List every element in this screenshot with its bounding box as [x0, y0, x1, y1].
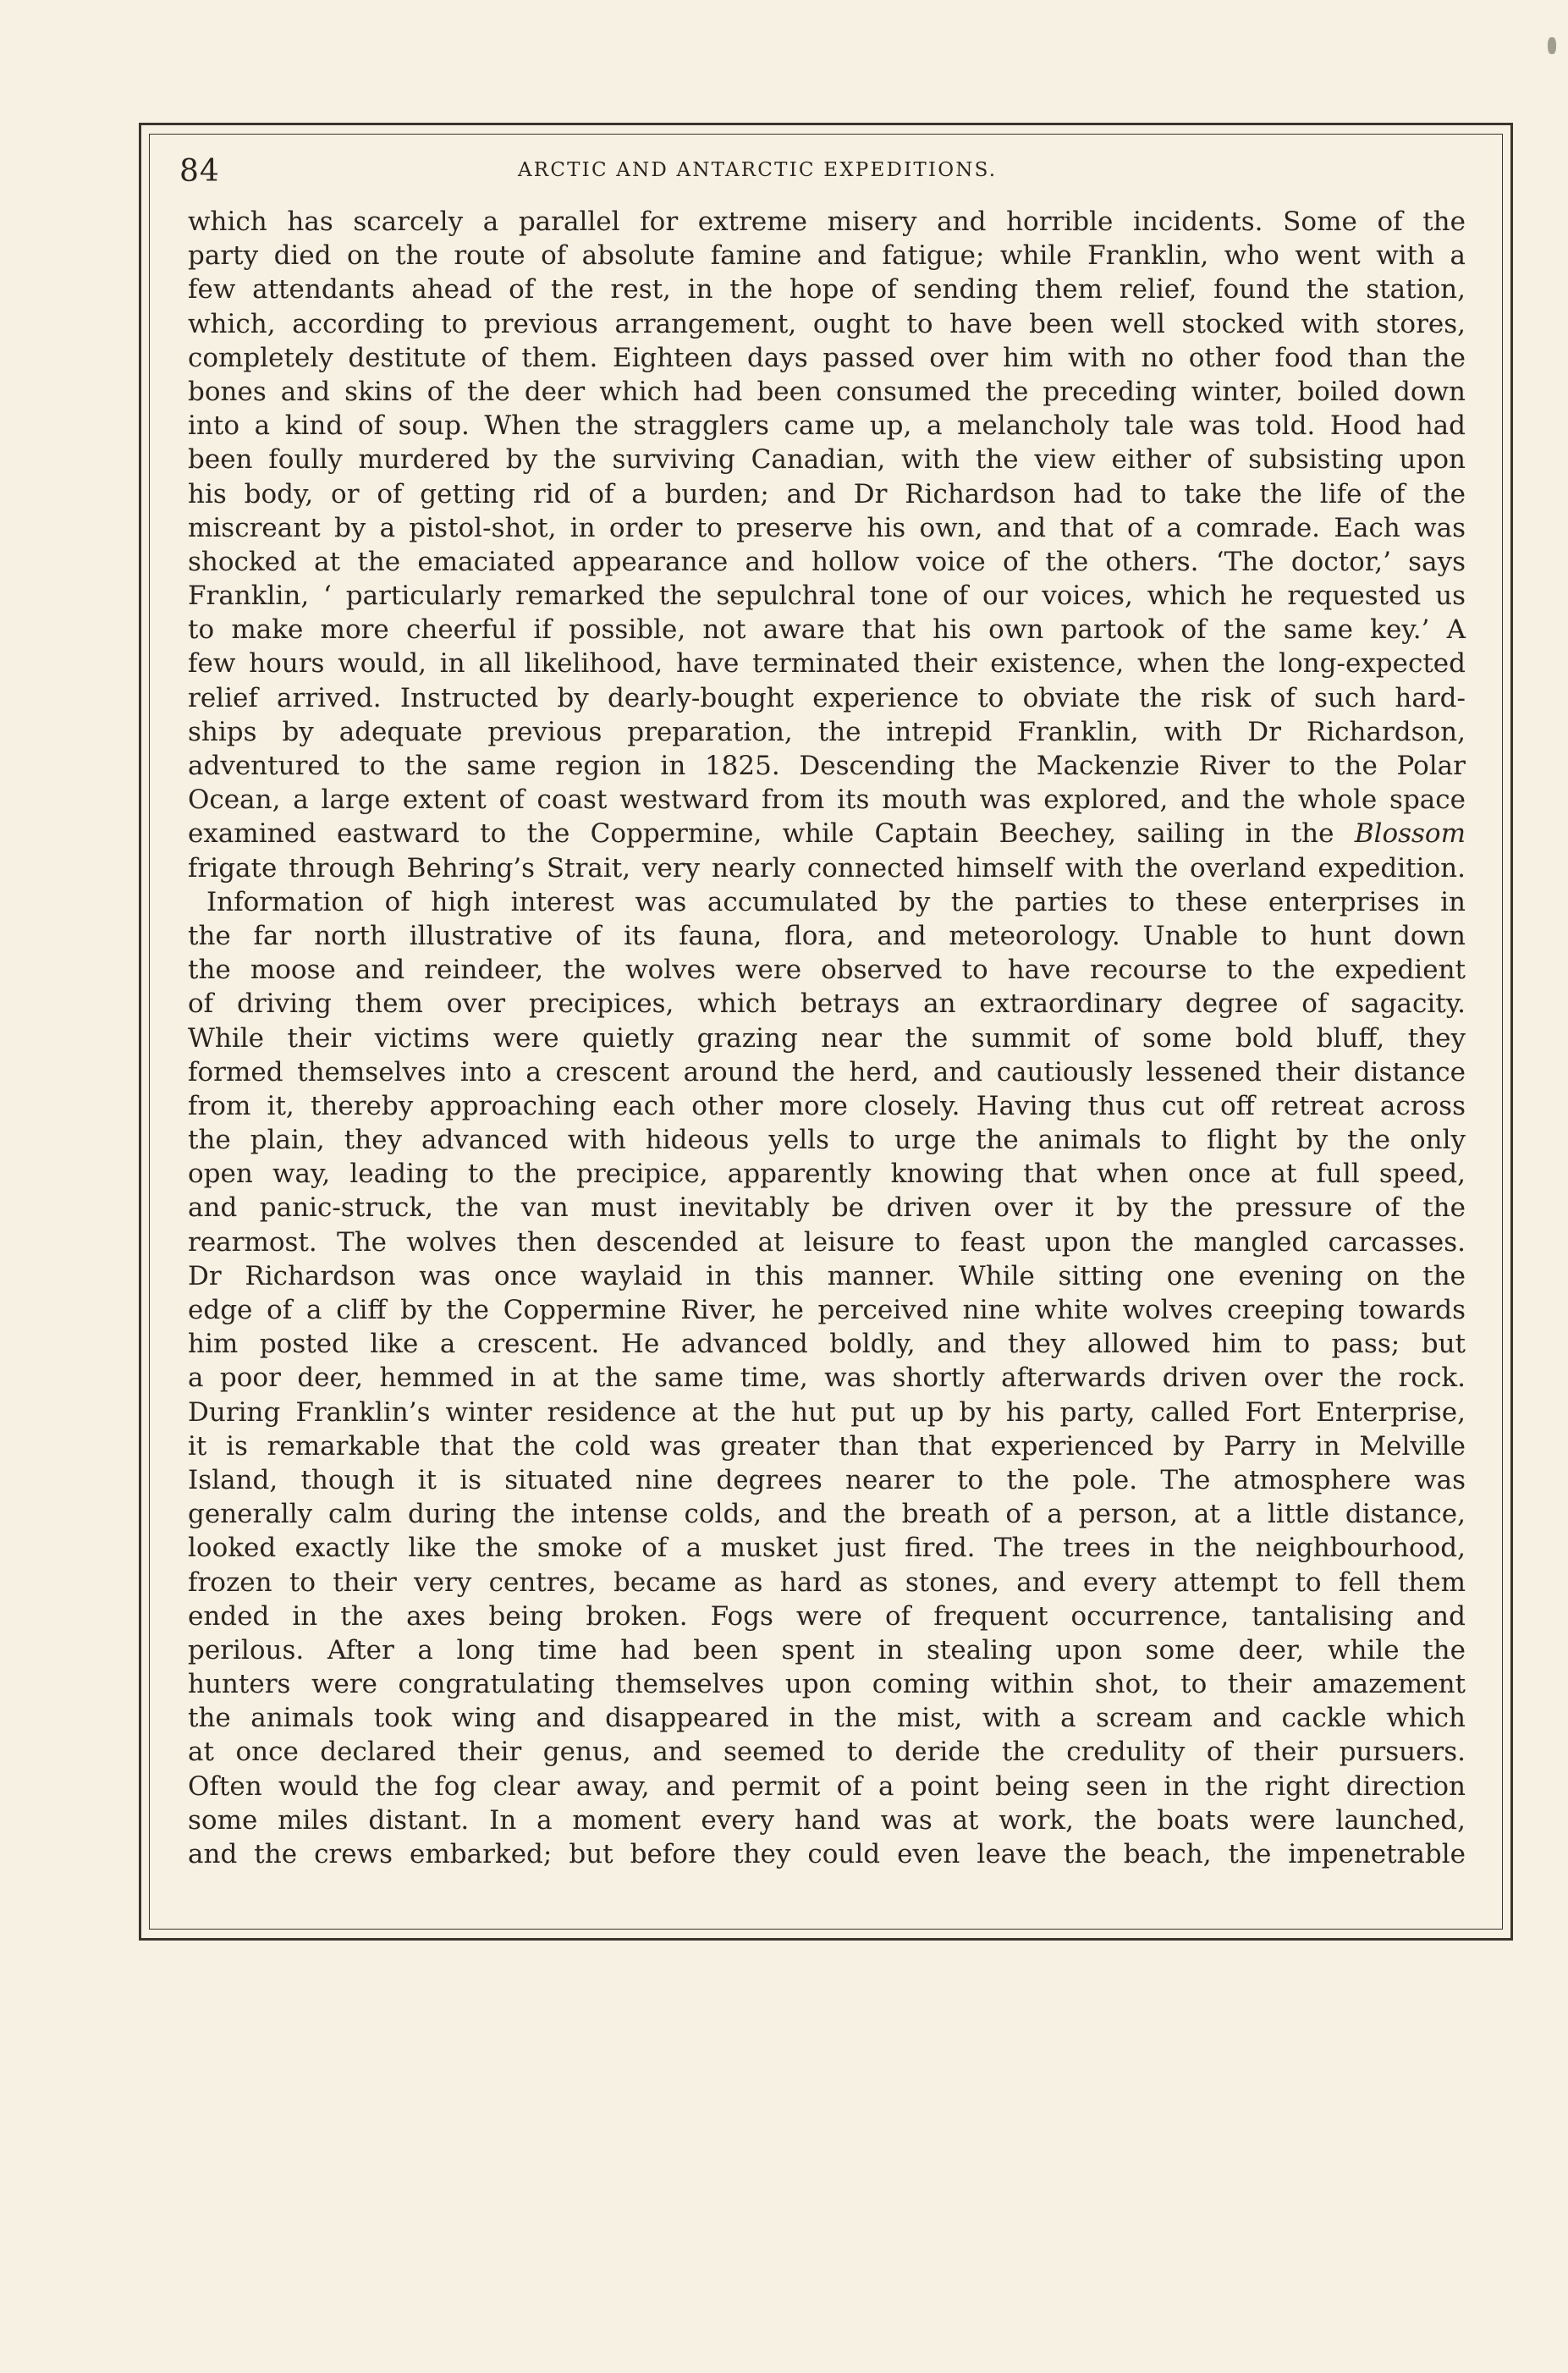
- text-line: During Franklin’s winter residence at the hut put up by his party, called Fort Enterprise,: [188, 1396, 1466, 1428]
- text-line: bones and skins of the deer which had been consumed the preceding winter, boiled down: [188, 376, 1466, 407]
- text-line: and the crews embarked; but before they could even leave the beach, the impenetrable: [188, 1839, 1466, 1869]
- text-line: it is remarkable that the cold was greater than that experienced by Parry in Melville: [188, 1430, 1466, 1462]
- text-line-with-italic: [188, 817, 1466, 851]
- text-line: looked exactly like the smoke of a musket just fired. The trees in the neighbourhood,: [188, 1533, 1466, 1564]
- text-line: rearmost. The wolves then descended at leisure to feast upon the mangled carcasses.: [188, 1226, 1466, 1258]
- text-line: frigate through Behring’s Strait, very nearly connected himself with the overland expedition.: [188, 852, 1466, 884]
- text-line: Ocean, a large extent of coast westward from its mouth was explored, and the whole space: [188, 785, 1466, 816]
- text-line: at once declared their genus, and seemed to deride the credulity of their pursuers.: [188, 1737, 1466, 1768]
- running-head: ARCTIC AND ANTARCTIC EXPEDITIONS.: [518, 159, 998, 181]
- text-line: party died on the route of absolute famine and fatigue; while Franklin, who went with a: [188, 240, 1466, 272]
- text-line: shocked at the emaciated appearance and hollow voice of the others. ‘The doctor,’ says: [188, 546, 1466, 577]
- text-line: few hours would, in all likelihood, have terminated their existence, when the long-expected: [188, 648, 1466, 680]
- text-line: the far north illustrative of its fauna, flora, and meteorology. Unable to hunt down: [188, 920, 1466, 951]
- text-line: Dr Richardson was once waylaid in this manner. While sitting one evening on the: [188, 1260, 1466, 1291]
- ship-name-italic: Blossom: [1354, 818, 1466, 850]
- text-line: and panic-struck, the van must inevitably be driven over it by the pressure of the: [188, 1192, 1466, 1224]
- text-line: adventured to the same region in 1825. Descending the Mackenzie River to the Polar: [188, 751, 1466, 781]
- text-line: from it, thereby approaching each other more closely. Having thus cut off retreat across: [188, 1090, 1466, 1121]
- text-line-segment: examined eastward to the Coppermine, while Captain Beechey, sailing in the: [188, 818, 1334, 850]
- text-line: which has scarcely a parallel for extreme misery and horrible incidents. Some of the: [188, 206, 1466, 237]
- text-line: formed themselves into a crescent around the herd, and cautiously lessened their distance: [188, 1056, 1466, 1087]
- text-line: of driving them over precipices, which betrays an extraordinary degree of sagacity.: [188, 988, 1466, 1020]
- text-line: the moose and reindeer, the wolves were observed to have recourse to the expedient: [188, 955, 1466, 986]
- text-line: open way, leading to the precipice, apparently knowing that when once at full speed,: [188, 1159, 1466, 1190]
- text-line: which, according to previous arrangement, ought to have been well stocked with stores,: [188, 308, 1466, 339]
- text-line: Island, though it is situated nine degrees nearer to the pole. The atmosphere was: [188, 1464, 1466, 1495]
- text-line: the animals took wing and disappeared in the mist, with a scream and cackle which: [188, 1703, 1466, 1734]
- text-line: While their victims were quietly grazing near the summit of some bold bluff, they: [188, 1022, 1466, 1054]
- text-line: generally calm during the intense colds, and the breath of a person, at a little distance,: [188, 1499, 1466, 1530]
- page-blemish: [1548, 37, 1556, 54]
- text-line: frozen to their very centres, became as hard as stones, and every attempt to fell them: [188, 1566, 1466, 1598]
- text-line: a poor deer, hemmed in at the same time, was shortly afterwards driven over the rock.: [188, 1363, 1466, 1394]
- text-line: edge of a cliff by the Coppermine River, he perceived nine white wolves creeping towards: [188, 1295, 1466, 1325]
- text-line: some miles distant. In a moment every hand was at work, the boats were launched,: [188, 1804, 1466, 1836]
- text-line: Franklin, ‘ particularly remarked the sepulchral tone of our voices, which he requested us: [188, 581, 1466, 612]
- text-line: ended in the axes being broken. Fogs were of frequent occurrence, tantalising and: [188, 1600, 1466, 1632]
- text-line: been foully murdered by the surviving Canadian, with the view either of subsisting upon: [188, 444, 1466, 476]
- text-line: Often would the fog clear away, and permit of a point being seen in the right direction: [188, 1770, 1466, 1802]
- text-line: hunters were congratulating themselves upon coming within shot, to their amazement: [188, 1669, 1466, 1700]
- text-line: completely destitute of them. Eighteen days passed over him with no other food than the: [188, 342, 1466, 373]
- text-line: his body, or of getting rid of a burden; and Dr Richardson had to take the life of the: [188, 478, 1466, 509]
- text-line: him posted like a crescent. He advanced boldly, and they allowed him to pass; but: [188, 1329, 1466, 1360]
- text-line: the plain, they advanced with hideous yells to urge the animals to flight by the only: [188, 1125, 1466, 1156]
- text-line: miscreant by a pistol-shot, in order to preserve his own, and that of a comrade. Each was: [188, 512, 1466, 543]
- text-line: ships by adequate previous preparation, the intrepid Franklin, with Dr Richardson,: [188, 716, 1466, 747]
- text-line: few attendants ahead of the rest, in the hope of sending them relief, found the station,: [188, 274, 1466, 306]
- text-line: to make more cheerful if possible, not aware that his own partook of the same key.’ A: [188, 614, 1466, 646]
- text-line: perilous. After a long time had been spent in stealing upon some deer, while the: [188, 1634, 1466, 1666]
- text-line: relief arrived. Instructed by dearly-bought experience to obviate the risk of such hard-: [188, 682, 1466, 713]
- paragraph-start-line: Information of high interest was accumulated by the parties to these enterprises in: [206, 886, 1466, 917]
- page-number: 84: [179, 154, 220, 189]
- body-text: [188, 205, 1466, 1871]
- text-line: into a kind of soup. When the stragglers came up, a melancholy tale was told. Hood had: [188, 410, 1466, 442]
